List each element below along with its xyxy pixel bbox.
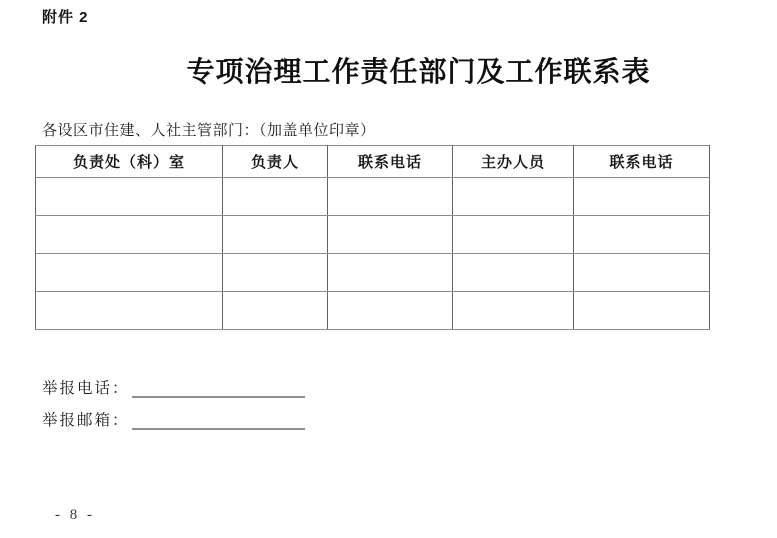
table-cell [328, 254, 453, 292]
report-phone-label: 举报电话： [42, 380, 130, 397]
column-header-contact-phone-2: 联系电话 [574, 146, 710, 178]
table-row [36, 216, 710, 254]
table-body [36, 178, 710, 330]
department-instruction-line: 各设区市住建、人社主管部门：（加盖单位印章） [42, 123, 376, 139]
table-row [36, 178, 710, 216]
table-cell [36, 216, 223, 254]
page-title: 专项治理工作责任部门及工作联系表 [186, 57, 651, 88]
table-cell [574, 216, 710, 254]
table-cell [328, 178, 453, 216]
table-cell [36, 254, 223, 292]
table-cell [574, 292, 710, 330]
table-cell [453, 216, 574, 254]
table-cell [36, 178, 223, 216]
table-header-row [36, 146, 710, 178]
table-cell [574, 254, 710, 292]
table-cell [223, 292, 328, 330]
table-cell [328, 216, 453, 254]
table-row [36, 254, 710, 292]
table-cell [223, 216, 328, 254]
report-email-field [42, 411, 305, 430]
table-cell [453, 254, 574, 292]
column-header-contact-phone-1: 联系电话 [328, 146, 453, 178]
attachment-label: 附件 2 [42, 9, 89, 26]
table-cell [328, 292, 453, 330]
column-header-handler: 主办人员 [453, 146, 574, 178]
table-cell [223, 254, 328, 292]
column-header-person-in-charge: 负责人 [223, 146, 328, 178]
table-cell [574, 178, 710, 216]
page-number: - 8 - [55, 507, 95, 523]
column-header-department: 负责处（科）室 [36, 146, 223, 178]
table-cell [223, 178, 328, 216]
table-cell [36, 292, 223, 330]
table-cell [453, 292, 574, 330]
table-cell [453, 178, 574, 216]
report-phone-field [42, 379, 305, 398]
contact-table [35, 145, 710, 330]
report-phone-blank-line [132, 379, 305, 398]
report-email-label: 举报邮箱： [42, 412, 130, 429]
report-email-blank-line [132, 411, 305, 430]
table-row [36, 292, 710, 330]
